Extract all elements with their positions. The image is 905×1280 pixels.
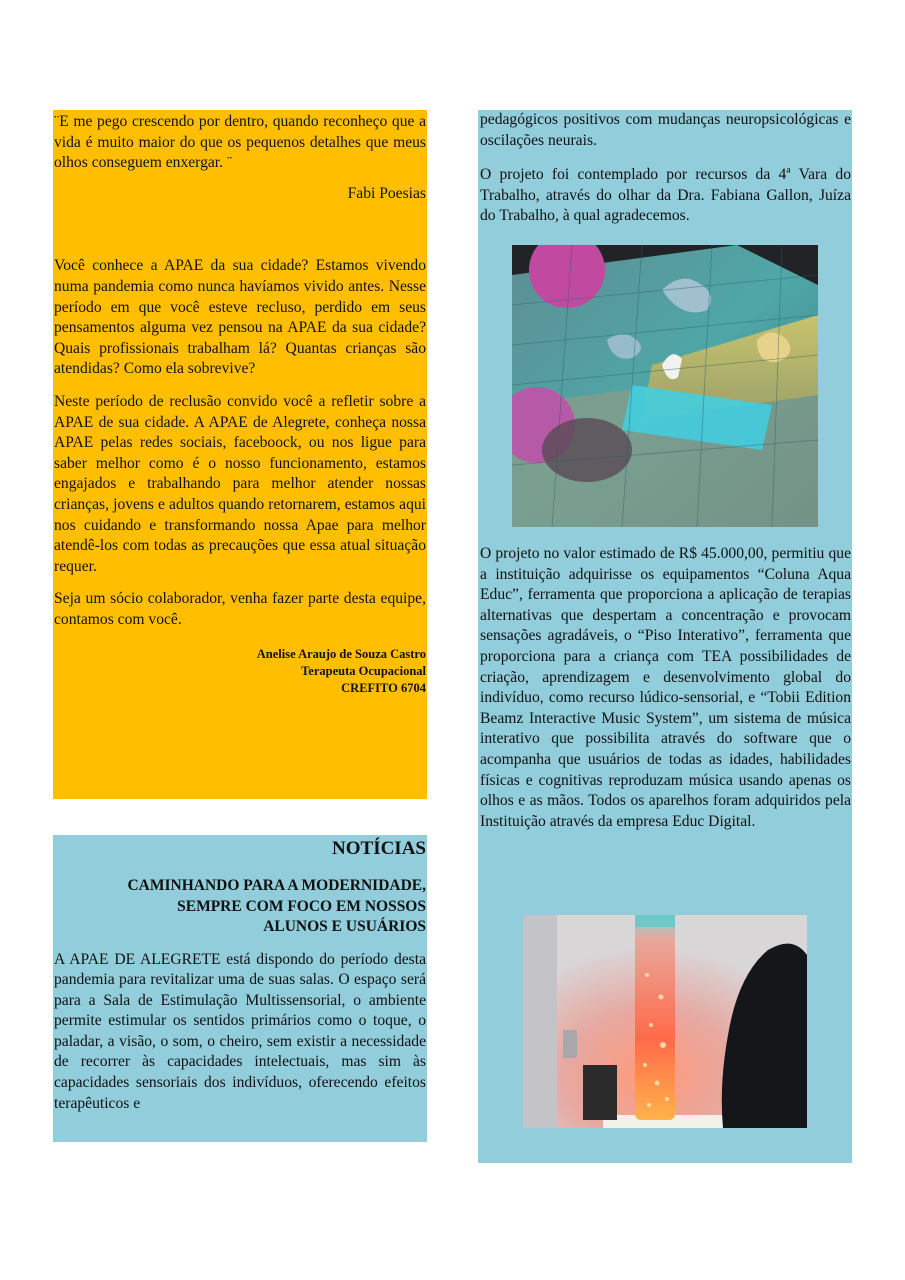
continued-paragraph: pedagógicos positivos com mudanças neuropsicológicas e oscilações neurais. [480, 111, 851, 149]
project-paragraph: O projeto no valor estimado de R$ 45.000,00, permitiu que a instituição adquirisse os equipamentos “Coluna Aqua Educ”, ferramenta que proporciona a aplicação de terapias alternativas que despertam a concentração e provocam sensações agradáveis, o “Piso Interativo”, ferramenta que proporciona para a criança com TEA possibilidades de criação, aprendizagem e desenvolvimento global do indivíduo, como recurso lúdico-sensorial, e “Tobii Edition Beamz Interactive Music System”, um sistema de música interativo que possibilita através do software que o acompanha que usuários de todas as idades, habilidades físicas e cognitivas reproduzam música usando apenas os olhos e as mãos. Todos os aparelhos foram adquiridos pela Instituição através da empresa Educ Digital. [480, 545, 851, 830]
news-headline [54, 876, 426, 938]
news-column [53, 835, 427, 1142]
signature-registration: CREFITO 6704 [341, 681, 426, 696]
section-title: NOTÍCIAS [332, 838, 426, 859]
invitation-paragraph: Seja um sócio colaborador, venha fazer parte desta equipe, contamos com você. [54, 590, 426, 628]
opening-quote: ¨E me pego crescendo por dentro, quando reconheço que a vida é muito maior do que os pequenos detalhes que meus olhos conseguem enxergar. ¨ [54, 113, 426, 172]
signature-block [54, 646, 426, 696]
intro-paragraph: Você conhece a APAE da sua cidade? Estamos vivendo numa pandemia como nunca havíamos vivido antes. Nesse período em que você esteve recluso, perdido em seus pensamentos alguma vez pensou na APAE da sua cidade? Quais profissionais trabalham lá? Quantas crianças são atendidas? Como ela sobrevive? [54, 257, 426, 378]
quote-author: Fabi Poesias [347, 184, 426, 202]
funding-paragraph: O projeto foi contemplado por recursos da 4ª Vara do Trabalho, através do olhar da Dra. Fabiana Gallon, Juíza do Trabalho, à qual agradecemos. [480, 166, 851, 225]
interactive-floor-illustration [512, 245, 818, 527]
reflection-paragraph: Neste período de reclusão convido você a refletir sobre a APAE de sua cidade. A APAE de Alegrete, conheça nossa APAE pelas redes sociais, faceboock, ou nos ligue para saber melhor como é o nosso funcionamento, estamos engajados e trabalhando para melhor atender nossas crianças, jovens e adultos quando retornarem, estamos aqui nos cuidando e transformando nossa Apae para melhor atendê-los com todas as precauções que essa atual situação requer. [54, 392, 426, 575]
headline-line-2: SEMPRE COM FOCO EM NOSSOS [177, 897, 426, 915]
signature-name: Anelise Araujo de Souza Castro [256, 647, 426, 662]
bubble-column-photo [523, 915, 807, 1128]
signature-role: Terapeuta Ocupacional [301, 664, 426, 679]
right-column [478, 110, 852, 1163]
news-body: A APAE DE ALEGRETE está dispondo do período desta pandemia para revitalizar uma de suas salas. O espaço será para a Sala de Estimulação Multissensorial, o ambiente permite estimular os sentidos primários como o toque, o paladar, a visão, o som, o cheiro, sem existir a necessidade de recorrer às capacidades intelectuais, mas sim às capacidades sensoriais dos indivíduos, oferecendo efeitos terapêuticos e [54, 950, 426, 1112]
bubble-column-illustration [523, 915, 807, 1128]
left-top-column [53, 110, 427, 799]
interactive-floor-photo [512, 245, 818, 527]
headline-line-1: CAMINHANDO PARA A MODERNIDADE, [127, 877, 426, 894]
headline-line-3: ALUNOS E USUÁRIOS [263, 918, 426, 935]
